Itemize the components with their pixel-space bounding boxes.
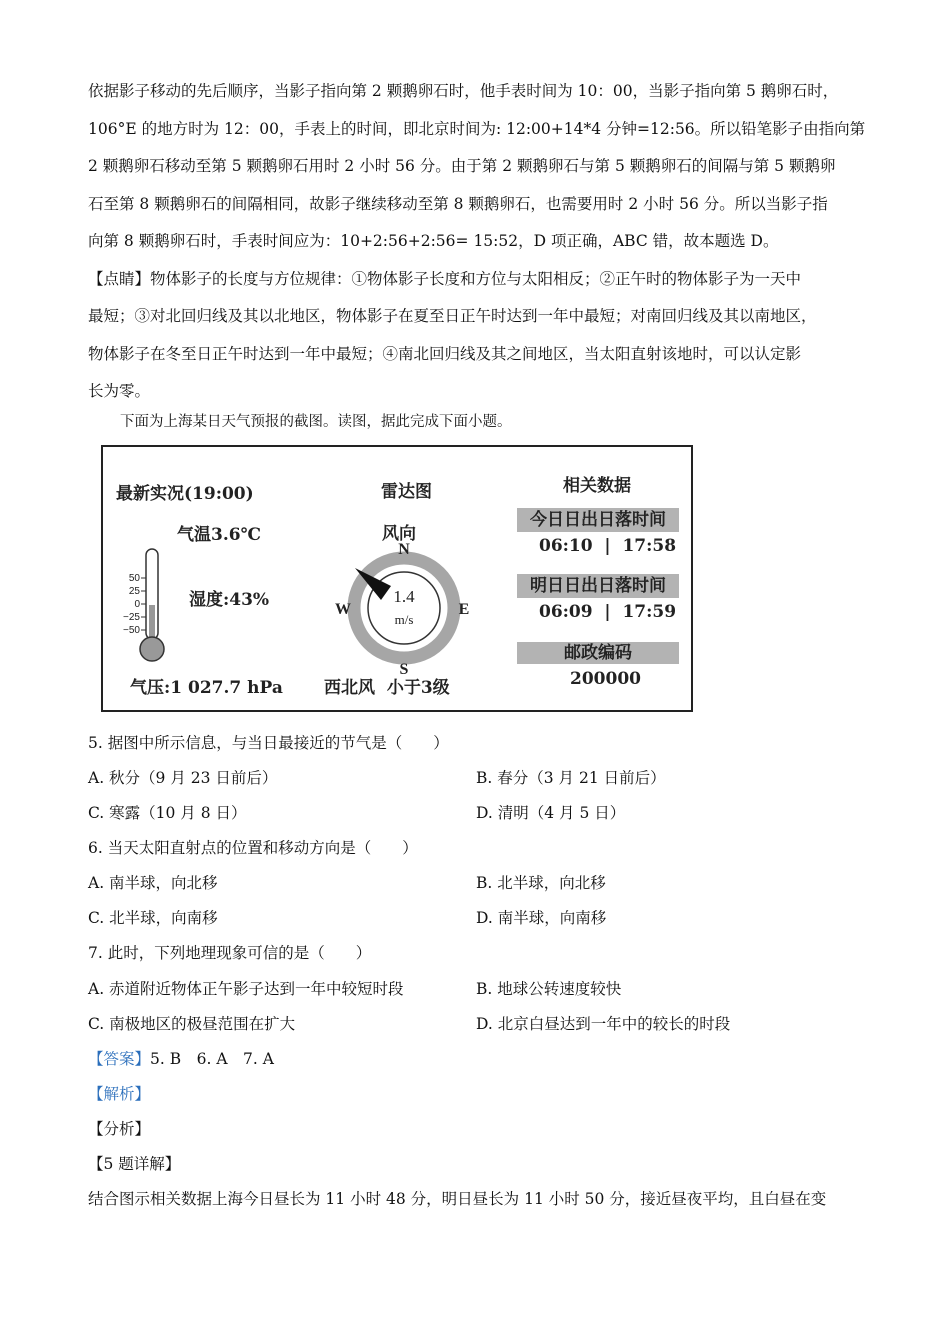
text-line: 长为零。 <box>88 382 151 400</box>
thermometer-icon <box>117 543 177 668</box>
question-7-option-a: A. 赤道附近物体正午影子达到一年中较短时段 <box>88 980 404 998</box>
question-5-detail-heading: 【5 题详解】 <box>88 1155 181 1173</box>
text-line: 物体影子在冬至日正午时达到一年中最短；④南北回归线及其之间地区，当太阳直射该地时，可以认定影 <box>88 344 802 363</box>
detail-text-line: 结合图示相关数据上海今日昼长为 11 小时 48 分，明日昼长为 11 小时 50 分，接近昼夜平均，且白昼在变 <box>88 1190 827 1208</box>
question-7-option-c: C. 南极地区的极昼范围在扩大 <box>88 1015 296 1033</box>
compass-south: S <box>399 661 409 678</box>
text-line: 石至第 8 颗鹅卵石的间隔相同，故影子继续移动至第 8 颗鹅卵石，也需要用时 2 小时 56 分。所以当影子指 <box>88 194 828 213</box>
question-6-option-c: C. 北半球，向南移 <box>88 909 218 927</box>
thermo-tick: 0 <box>134 599 140 610</box>
thermo-tick: −50 <box>123 625 140 636</box>
fenxi-heading: 【分析】 <box>88 1120 151 1138</box>
text-line: 向第 8 颗鹅卵石时，手表时间应为：10+2:56+2:56= 15:52，D 项正确，ABC 错，故本题选 D。 <box>88 232 779 250</box>
compass-west: W <box>335 601 351 618</box>
wind-speed-unit: m/s <box>394 612 414 627</box>
figure-intro: 下面为上海某日天气预报的截图。读图，据此完成下面小题。 <box>120 414 512 430</box>
question-7-option-b: B. 地球公转速度较快 <box>476 980 622 998</box>
question-5-option-a: A. 秋分（9 月 23 日前后） <box>88 769 278 787</box>
pressure-value: 气压:1 027.7 hPa <box>130 678 283 698</box>
question-6-stem: 6. 当天太阳直射点的位置和移动方向是（ ） <box>88 839 418 857</box>
question-7-stem: 7. 此时，下列地理现象可信的是（ ） <box>88 944 372 962</box>
text-line: 2 颗鹅卵石移动至第 5 颗鹅卵石用时 2 小时 56 分。由于第 2 颗鹅卵石与第 5 颗鹅卵石的间隔与第 5 颗鹅卵 <box>88 157 836 175</box>
thermo-tick: 50 <box>128 573 140 584</box>
answer-line <box>88 1047 274 1069</box>
question-5-option-d: D. 清明（4 月 5 日） <box>476 804 626 822</box>
question-5-stem: 5. 据图中所示信息，与当日最接近的节气是（ ） <box>88 734 449 752</box>
temperature-value: 气温3.6℃ <box>177 525 261 545</box>
question-6-option-a: A. 南半球，向北移 <box>88 874 218 892</box>
tomorrow-sun-times: 06:09 | 17:59 <box>539 602 677 622</box>
compass-north: N <box>398 541 410 558</box>
observation-title: 最新实况(19:00) <box>116 484 254 504</box>
question-6-option-b: B. 北半球，向北移 <box>476 874 606 892</box>
postal-code-value: 200000 <box>570 669 641 689</box>
text-line: 106°E 的地方时为 12：00，手表上的时间，即北京时间为: 12:00+14*4 分钟=12:56。所以铅笔影子由指向第 <box>88 119 866 138</box>
question-7-option-d: D. 北京白昼达到一年中的较长的时段 <box>476 1015 731 1033</box>
answer-text: 5. B 6. A 7. A <box>150 1050 274 1068</box>
tomorrow-sun-label: 明日日出日落时间 <box>517 574 679 598</box>
text-line: 【点睛】物体影子的长度与方位规律：①物体影子长度和方位与太阳相反；②正午时的物体影子为一天中 <box>88 269 802 288</box>
wind-description: 西北风 小于3级 <box>324 678 450 698</box>
thermo-tick: 25 <box>128 586 140 597</box>
wind-direction-label: 风向 <box>382 524 416 544</box>
today-sun-label: 今日日出日落时间 <box>517 508 679 532</box>
compass-east: E <box>458 601 470 618</box>
radar-title: 雷达图 <box>381 482 432 502</box>
wind-speed-value: 1.4 <box>393 587 415 606</box>
postal-code-label: 邮政编码 <box>517 642 679 664</box>
wind-compass-icon <box>328 540 478 680</box>
question-5-option-c: C. 寒露（10 月 8 日） <box>88 804 247 822</box>
text-line: 依据影子移动的先后顺序，当影子指向第 2 颗鹅卵石时，他手表时间为 10：00，当影子指向第 5 鹅卵石时， <box>88 82 839 100</box>
weather-forecast-figure <box>101 445 693 712</box>
thermo-tick: −25 <box>123 612 140 623</box>
analysis-label: 【解析】 <box>88 1085 151 1103</box>
related-data-title: 相关数据 <box>563 476 631 496</box>
text-line: 最短；③对北回归线及其以北地区，物体影子在夏至日正午时达到一年中最短；对南回归线及其以南地区， <box>88 307 817 325</box>
question-5-option-b: B. 春分（3 月 21 日前后） <box>476 769 666 787</box>
explanation-paragraph <box>88 73 870 411</box>
question-6-option-d: D. 南半球，向南移 <box>476 909 607 927</box>
today-sun-times: 06:10 | 17:58 <box>539 536 677 556</box>
humidity-value: 湿度:43% <box>189 590 270 610</box>
answer-label: 【答案】 <box>88 1050 151 1068</box>
